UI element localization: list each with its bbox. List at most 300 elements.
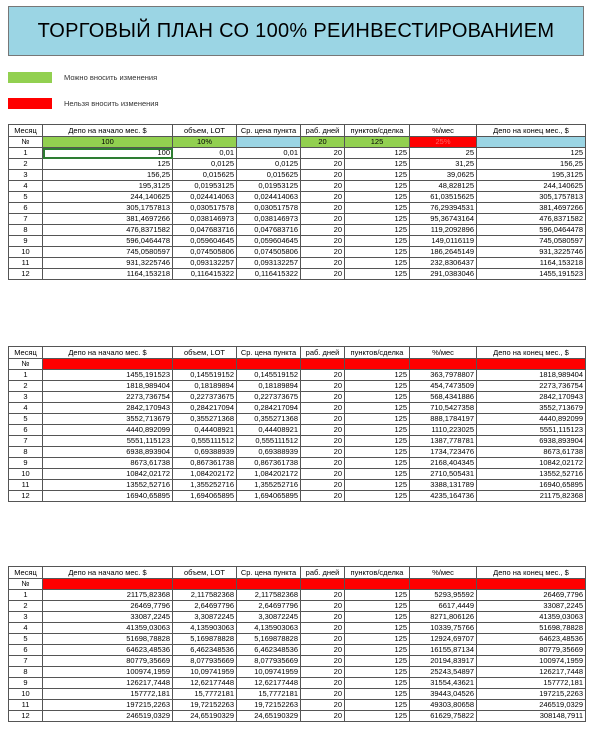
value-cell[interactable]: 125 xyxy=(345,645,410,656)
month-cell[interactable]: 1 xyxy=(9,370,43,381)
value-cell[interactable]: 125 xyxy=(345,181,410,192)
value-cell[interactable]: 0,01 xyxy=(173,148,237,159)
month-cell[interactable]: 11 xyxy=(9,258,43,269)
value-cell[interactable]: 0,18189894 xyxy=(173,381,237,392)
value-cell[interactable]: 31,25 xyxy=(410,159,477,170)
value-cell[interactable]: 454,7473509 xyxy=(410,381,477,392)
month-cell[interactable]: 5 xyxy=(9,192,43,203)
value-cell[interactable]: 0,69388939 xyxy=(173,447,237,458)
value-cell[interactable]: 0,038146973 xyxy=(237,214,301,225)
value-cell[interactable]: 2842,170943 xyxy=(43,403,173,414)
value-cell[interactable]: 20 xyxy=(301,645,345,656)
value-cell[interactable]: 20 xyxy=(301,678,345,689)
value-cell[interactable]: 6938,893904 xyxy=(43,447,173,458)
value-cell[interactable]: 5551,115123 xyxy=(43,436,173,447)
value-cell[interactable]: 0,038146973 xyxy=(173,214,237,225)
value-cell[interactable]: 5551,115123 xyxy=(477,425,586,436)
value-cell[interactable]: 20 xyxy=(301,623,345,634)
month-cell[interactable]: 3 xyxy=(9,170,43,181)
value-cell[interactable]: 0,015625 xyxy=(237,170,301,181)
value-cell[interactable]: 0,074505806 xyxy=(173,247,237,258)
value-cell[interactable]: 125 xyxy=(345,403,410,414)
value-cell[interactable]: 244,140625 xyxy=(477,181,586,192)
value-cell[interactable]: 0,093132257 xyxy=(237,258,301,269)
value-cell[interactable]: 8271,806126 xyxy=(410,612,477,623)
value-cell[interactable]: 2710,505431 xyxy=(410,469,477,480)
value-cell[interactable]: 20 xyxy=(301,159,345,170)
month-cell[interactable]: 5 xyxy=(9,634,43,645)
value-cell[interactable]: 20 xyxy=(301,436,345,447)
value-cell[interactable]: 20 xyxy=(301,225,345,236)
month-cell[interactable]: 3 xyxy=(9,392,43,403)
value-cell[interactable]: 20 xyxy=(301,170,345,181)
value-cell[interactable]: 20 xyxy=(301,381,345,392)
value-cell[interactable]: 1164,153218 xyxy=(477,258,586,269)
value-cell[interactable]: 0,01 xyxy=(237,148,301,159)
value-cell[interactable]: 0,015625 xyxy=(173,170,237,181)
value-cell[interactable]: 61629,75822 xyxy=(410,711,477,722)
value-cell[interactable]: 0,047683716 xyxy=(237,225,301,236)
value-cell[interactable]: 0,867361738 xyxy=(173,458,237,469)
month-cell[interactable]: 12 xyxy=(9,491,43,502)
value-cell[interactable]: 20 xyxy=(301,480,345,491)
value-cell[interactable]: 157772,181 xyxy=(43,689,173,700)
value-cell[interactable]: 4,135903063 xyxy=(173,623,237,634)
value-cell[interactable]: 745,0580597 xyxy=(43,247,173,258)
month-cell[interactable]: 11 xyxy=(9,700,43,711)
value-cell[interactable]: 19,72152263 xyxy=(237,700,301,711)
value-cell[interactable]: 0,145519152 xyxy=(237,370,301,381)
value-cell[interactable]: 1,355252716 xyxy=(173,480,237,491)
value-cell[interactable]: 20 xyxy=(301,192,345,203)
value-cell[interactable]: 0,355271368 xyxy=(173,414,237,425)
value-cell[interactable]: 596,0464478 xyxy=(477,225,586,236)
value-cell[interactable]: 20 xyxy=(301,601,345,612)
value-cell[interactable]: 21175,82368 xyxy=(43,590,173,601)
value-cell[interactable]: 568,4341886 xyxy=(410,392,477,403)
month-cell[interactable]: 3 xyxy=(9,612,43,623)
value-cell[interactable]: 0,284217094 xyxy=(173,403,237,414)
value-cell[interactable]: 39,0625 xyxy=(410,170,477,181)
value-cell[interactable]: 125 xyxy=(345,381,410,392)
table-row xyxy=(9,425,586,436)
value-cell[interactable]: 20 xyxy=(301,711,345,722)
value-cell[interactable]: 197215,2263 xyxy=(43,700,173,711)
value-cell[interactable]: 125 xyxy=(345,656,410,667)
value-cell[interactable]: 41359,03063 xyxy=(43,623,173,634)
value-cell[interactable]: 2,64697796 xyxy=(173,601,237,612)
value-cell[interactable]: 10842,02172 xyxy=(43,469,173,480)
param-cell xyxy=(345,359,410,370)
value-cell[interactable]: 48,828125 xyxy=(410,181,477,192)
value-cell[interactable]: 125 xyxy=(345,480,410,491)
value-cell[interactable]: 24,65190329 xyxy=(237,711,301,722)
value-cell[interactable]: 305,1757813 xyxy=(43,203,173,214)
value-cell[interactable]: 20 xyxy=(301,469,345,480)
month-cell[interactable]: 2 xyxy=(9,159,43,170)
value-cell[interactable]: 931,3225746 xyxy=(43,258,173,269)
value-cell[interactable]: 15,7772181 xyxy=(173,689,237,700)
value-cell[interactable]: 2,117582368 xyxy=(173,590,237,601)
value-cell[interactable]: 80779,35669 xyxy=(43,656,173,667)
value-cell[interactable]: 20 xyxy=(301,203,345,214)
value-cell[interactable]: 476,8371582 xyxy=(43,225,173,236)
value-cell[interactable]: 125 xyxy=(345,236,410,247)
value-cell[interactable]: 125 xyxy=(345,203,410,214)
value-cell[interactable]: 20 xyxy=(301,148,345,159)
value-cell[interactable]: 1387,778781 xyxy=(410,436,477,447)
value-cell[interactable]: 20 xyxy=(301,258,345,269)
value-cell[interactable]: 0,867361738 xyxy=(237,458,301,469)
value-cell[interactable]: 16940,65895 xyxy=(477,480,586,491)
month-cell[interactable]: 9 xyxy=(9,236,43,247)
month-cell[interactable]: 6 xyxy=(9,645,43,656)
value-cell[interactable]: 5,169878828 xyxy=(237,634,301,645)
value-cell[interactable]: 125 xyxy=(345,225,410,236)
value-cell[interactable]: 126217,7448 xyxy=(43,678,173,689)
value-cell[interactable]: 125 xyxy=(345,392,410,403)
value-cell[interactable]: 308148,7911 xyxy=(477,711,586,722)
value-cell[interactable]: 125 xyxy=(345,247,410,258)
value-cell[interactable]: 0,69388939 xyxy=(237,447,301,458)
month-cell[interactable]: 10 xyxy=(9,247,43,258)
value-cell[interactable]: 20 xyxy=(301,447,345,458)
value-cell[interactable]: 149,0116119 xyxy=(410,236,477,247)
value-cell[interactable]: 41359,03063 xyxy=(477,612,586,623)
value-cell[interactable]: 1455,191523 xyxy=(43,370,173,381)
value-cell[interactable]: 381,4697266 xyxy=(477,203,586,214)
value-cell[interactable]: 0,227373675 xyxy=(237,392,301,403)
value-cell[interactable]: 6617,4449 xyxy=(410,601,477,612)
value-cell[interactable]: 16940,65895 xyxy=(43,491,173,502)
value-cell[interactable]: 244,140625 xyxy=(43,192,173,203)
value-cell[interactable]: 12,62177448 xyxy=(237,678,301,689)
value-cell[interactable]: 0,116415322 xyxy=(173,269,237,280)
value-cell[interactable]: 3552,713679 xyxy=(43,414,173,425)
value-cell[interactable]: 0,01953125 xyxy=(237,181,301,192)
value-cell[interactable]: 5,169878828 xyxy=(173,634,237,645)
value-cell[interactable]: 125 xyxy=(345,590,410,601)
value-cell[interactable]: 1,694065895 xyxy=(237,491,301,502)
value-cell[interactable]: 291,0383046 xyxy=(410,269,477,280)
month-cell[interactable]: 2 xyxy=(9,601,43,612)
legend-locked xyxy=(8,98,159,109)
value-cell[interactable]: 125 xyxy=(345,214,410,225)
table-row xyxy=(9,370,586,381)
value-cell[interactable]: 20 xyxy=(301,667,345,678)
value-cell[interactable]: 125 xyxy=(345,192,410,203)
value-cell[interactable]: 13552,52716 xyxy=(477,469,586,480)
month-cell[interactable]: 9 xyxy=(9,678,43,689)
month-cell[interactable]: 9 xyxy=(9,458,43,469)
value-cell[interactable]: 20 xyxy=(301,236,345,247)
value-cell[interactable]: 8,077935669 xyxy=(237,656,301,667)
month-cell[interactable]: 4 xyxy=(9,403,43,414)
value-cell[interactable]: 125 xyxy=(345,436,410,447)
value-cell[interactable]: 95,36743164 xyxy=(410,214,477,225)
value-cell[interactable]: 2842,170943 xyxy=(477,392,586,403)
value-cell[interactable]: 20 xyxy=(301,458,345,469)
value-cell[interactable]: 3388,131789 xyxy=(410,480,477,491)
value-cell[interactable]: 125 xyxy=(345,414,410,425)
value-cell[interactable]: 0,074505806 xyxy=(237,247,301,258)
value-cell[interactable]: 0,024414063 xyxy=(237,192,301,203)
value-cell[interactable]: 931,3225746 xyxy=(477,247,586,258)
value-cell[interactable]: 31554,43621 xyxy=(410,678,477,689)
value-cell[interactable]: 745,0580597 xyxy=(477,236,586,247)
value-cell[interactable]: 4440,892099 xyxy=(43,425,173,436)
value-cell[interactable]: 125 xyxy=(345,170,410,181)
value-cell[interactable]: 1,355252716 xyxy=(237,480,301,491)
value-cell[interactable]: 125 xyxy=(345,425,410,436)
value-cell[interactable]: 3,30872245 xyxy=(237,612,301,623)
value-cell[interactable]: 363,7978807 xyxy=(410,370,477,381)
value-cell[interactable]: 125 xyxy=(43,159,173,170)
value-cell[interactable]: 8,077935669 xyxy=(173,656,237,667)
month-cell[interactable]: 2 xyxy=(9,381,43,392)
value-cell[interactable]: 20 xyxy=(301,403,345,414)
value-cell[interactable]: 381,4697266 xyxy=(43,214,173,225)
param-cell xyxy=(237,579,301,590)
value-cell[interactable]: 51698,78828 xyxy=(477,623,586,634)
value-cell[interactable]: 197215,2263 xyxy=(477,689,586,700)
month-cell[interactable]: 7 xyxy=(9,656,43,667)
value-cell[interactable]: 2273,736754 xyxy=(477,381,586,392)
month-cell[interactable]: 5 xyxy=(9,414,43,425)
value-cell[interactable]: 4235,164736 xyxy=(410,491,477,502)
value-cell[interactable]: 20 xyxy=(301,634,345,645)
value-cell[interactable]: 19,72152263 xyxy=(173,700,237,711)
value-cell[interactable]: 0,059604645 xyxy=(237,236,301,247)
value-cell[interactable]: 0,355271368 xyxy=(237,414,301,425)
value-cell[interactable]: 2,64697796 xyxy=(237,601,301,612)
month-cell[interactable]: 10 xyxy=(9,469,43,480)
table-row xyxy=(9,148,586,159)
value-cell[interactable]: 100 xyxy=(43,148,173,159)
value-cell[interactable]: 596,0464478 xyxy=(43,236,173,247)
value-cell[interactable]: 20 xyxy=(301,590,345,601)
value-cell[interactable]: 0,18189894 xyxy=(237,381,301,392)
value-cell[interactable]: 20 xyxy=(301,392,345,403)
value-cell[interactable]: 125 xyxy=(345,269,410,280)
value-cell[interactable]: 0,284217094 xyxy=(237,403,301,414)
value-cell[interactable]: 0,030517578 xyxy=(237,203,301,214)
value-cell[interactable]: 26469,7796 xyxy=(477,590,586,601)
value-cell[interactable]: 195,3125 xyxy=(43,181,173,192)
value-cell[interactable]: 0,44408921 xyxy=(173,425,237,436)
month-cell[interactable]: 8 xyxy=(9,667,43,678)
month-cell[interactable]: 4 xyxy=(9,181,43,192)
value-cell[interactable]: 12,62177448 xyxy=(173,678,237,689)
value-cell[interactable]: 20 xyxy=(301,214,345,225)
value-cell[interactable]: 6938,893904 xyxy=(477,436,586,447)
value-cell[interactable]: 125 xyxy=(477,148,586,159)
value-cell[interactable]: 76,29394531 xyxy=(410,203,477,214)
month-cell[interactable]: 7 xyxy=(9,214,43,225)
value-cell[interactable]: 25 xyxy=(410,148,477,159)
value-cell[interactable]: 8673,61738 xyxy=(43,458,173,469)
value-cell[interactable]: 0,024414063 xyxy=(173,192,237,203)
value-cell[interactable]: 0,01953125 xyxy=(173,181,237,192)
value-cell[interactable]: 125 xyxy=(345,148,410,159)
value-cell[interactable]: 125 xyxy=(345,458,410,469)
value-cell[interactable]: 20 xyxy=(301,491,345,502)
param-cell[interactable]: 10% xyxy=(173,137,237,148)
value-cell[interactable]: 125 xyxy=(345,612,410,623)
value-cell[interactable]: 1,694065895 xyxy=(173,491,237,502)
value-cell[interactable]: 195,3125 xyxy=(477,170,586,181)
value-cell[interactable]: 21175,82368 xyxy=(477,491,586,502)
table-row xyxy=(9,601,586,612)
value-cell[interactable]: 156,25 xyxy=(43,170,173,181)
value-cell[interactable]: 33087,2245 xyxy=(477,601,586,612)
value-cell[interactable]: 20 xyxy=(301,414,345,425)
month-cell[interactable]: 8 xyxy=(9,447,43,458)
value-cell[interactable]: 33087,2245 xyxy=(43,612,173,623)
value-cell[interactable]: 39443,04526 xyxy=(410,689,477,700)
value-cell[interactable]: 125 xyxy=(345,601,410,612)
month-cell[interactable]: 1 xyxy=(9,590,43,601)
value-cell[interactable]: 20 xyxy=(301,247,345,258)
value-cell[interactable]: 1818,989404 xyxy=(477,370,586,381)
value-cell[interactable]: 0,227373675 xyxy=(173,392,237,403)
value-cell[interactable]: 100974,1959 xyxy=(43,667,173,678)
value-cell[interactable]: 305,1757813 xyxy=(477,192,586,203)
value-cell[interactable]: 125 xyxy=(345,623,410,634)
value-cell[interactable]: 64623,48536 xyxy=(477,634,586,645)
param-cell[interactable]: 125 xyxy=(345,137,410,148)
value-cell[interactable]: 5293,95592 xyxy=(410,590,477,601)
value-cell[interactable]: 13552,52716 xyxy=(43,480,173,491)
value-cell[interactable]: 186,2645149 xyxy=(410,247,477,258)
value-cell[interactable]: 8673,61738 xyxy=(477,447,586,458)
value-cell[interactable]: 232,8306437 xyxy=(410,258,477,269)
value-cell[interactable]: 10,09741959 xyxy=(237,667,301,678)
value-cell[interactable]: 20 xyxy=(301,269,345,280)
value-cell[interactable]: 1734,723476 xyxy=(410,447,477,458)
value-cell[interactable]: 119,2092896 xyxy=(410,225,477,236)
value-cell[interactable]: 6,462348536 xyxy=(237,645,301,656)
month-cell[interactable]: 7 xyxy=(9,436,43,447)
value-cell[interactable]: 0,555111512 xyxy=(173,436,237,447)
month-cell[interactable]: 12 xyxy=(9,711,43,722)
value-cell[interactable]: 0,0125 xyxy=(237,159,301,170)
value-cell[interactable]: 1164,153218 xyxy=(43,269,173,280)
value-cell[interactable]: 2168,404345 xyxy=(410,458,477,469)
value-cell[interactable]: 125 xyxy=(345,447,410,458)
value-cell[interactable]: 246519,0329 xyxy=(43,711,173,722)
value-cell[interactable]: 1,084202172 xyxy=(237,469,301,480)
value-cell[interactable]: 1818,989404 xyxy=(43,381,173,392)
month-cell[interactable]: 1 xyxy=(9,148,43,159)
value-cell[interactable]: 125 xyxy=(345,258,410,269)
month-cell[interactable]: 10 xyxy=(9,689,43,700)
value-cell[interactable]: 125 xyxy=(345,711,410,722)
month-cell[interactable]: 12 xyxy=(9,269,43,280)
value-cell[interactable]: 49303,80658 xyxy=(410,700,477,711)
month-cell[interactable]: 4 xyxy=(9,623,43,634)
value-cell[interactable]: 20 xyxy=(301,181,345,192)
value-cell[interactable]: 64623,48536 xyxy=(43,645,173,656)
value-cell[interactable]: 0,059604645 xyxy=(173,236,237,247)
value-cell[interactable]: 125 xyxy=(345,667,410,678)
value-cell[interactable]: 157772,181 xyxy=(477,678,586,689)
value-cell[interactable]: 4,135903063 xyxy=(237,623,301,634)
value-cell[interactable]: 2,117582368 xyxy=(237,590,301,601)
value-cell[interactable]: 20 xyxy=(301,612,345,623)
value-cell[interactable]: 710,5427358 xyxy=(410,403,477,414)
value-cell[interactable]: 25243,54897 xyxy=(410,667,477,678)
month-cell[interactable]: 6 xyxy=(9,203,43,214)
value-cell[interactable]: 126217,7448 xyxy=(477,667,586,678)
value-cell[interactable]: 51698,78828 xyxy=(43,634,173,645)
month-cell[interactable]: 8 xyxy=(9,225,43,236)
value-cell[interactable]: 80779,35669 xyxy=(477,645,586,656)
value-cell[interactable]: 100974,1959 xyxy=(477,656,586,667)
value-cell[interactable]: 3,30872245 xyxy=(173,612,237,623)
value-cell[interactable]: 61,03515625 xyxy=(410,192,477,203)
value-cell[interactable]: 20 xyxy=(301,425,345,436)
table-row xyxy=(9,159,586,170)
value-cell[interactable]: 125 xyxy=(345,634,410,645)
value-cell[interactable]: 1455,191523 xyxy=(477,269,586,280)
value-cell[interactable]: 476,8371582 xyxy=(477,214,586,225)
value-cell[interactable]: 888,1784197 xyxy=(410,414,477,425)
value-cell[interactable]: 0,145519152 xyxy=(173,370,237,381)
value-cell[interactable]: 6,462348536 xyxy=(173,645,237,656)
value-cell[interactable]: 156,25 xyxy=(477,159,586,170)
value-cell[interactable]: 125 xyxy=(345,370,410,381)
value-cell[interactable]: 16155,87134 xyxy=(410,645,477,656)
value-cell[interactable]: 4440,892099 xyxy=(477,414,586,425)
value-cell[interactable]: 1,084202172 xyxy=(173,469,237,480)
value-cell[interactable]: 246519,0329 xyxy=(477,700,586,711)
value-cell[interactable]: 20 xyxy=(301,370,345,381)
value-cell[interactable]: 20 xyxy=(301,656,345,667)
value-cell[interactable]: 0,0125 xyxy=(173,159,237,170)
value-cell[interactable]: 0,093132257 xyxy=(173,258,237,269)
value-cell[interactable]: 125 xyxy=(345,469,410,480)
value-cell[interactable]: 20 xyxy=(301,689,345,700)
month-cell[interactable]: 11 xyxy=(9,480,43,491)
value-cell[interactable]: 0,44408921 xyxy=(237,425,301,436)
value-cell[interactable]: 0,047683716 xyxy=(173,225,237,236)
value-cell[interactable]: 125 xyxy=(345,678,410,689)
value-cell[interactable]: 20194,83917 xyxy=(410,656,477,667)
value-cell[interactable]: 20 xyxy=(301,700,345,711)
value-cell[interactable]: 125 xyxy=(345,700,410,711)
value-cell[interactable]: 125 xyxy=(345,159,410,170)
value-cell[interactable]: 10339,75766 xyxy=(410,623,477,634)
value-cell[interactable]: 10,09741959 xyxy=(173,667,237,678)
value-cell[interactable]: 2273,736754 xyxy=(43,392,173,403)
value-cell[interactable]: 0,030517578 xyxy=(173,203,237,214)
value-cell[interactable]: 12924,69707 xyxy=(410,634,477,645)
value-cell[interactable]: 26469,7796 xyxy=(43,601,173,612)
value-cell[interactable]: 1110,223025 xyxy=(410,425,477,436)
value-cell[interactable]: 125 xyxy=(345,491,410,502)
value-cell[interactable]: 3552,713679 xyxy=(477,403,586,414)
month-cell[interactable]: 6 xyxy=(9,425,43,436)
value-cell[interactable]: 24,65190329 xyxy=(173,711,237,722)
value-cell[interactable]: 0,116415322 xyxy=(237,269,301,280)
param-cell[interactable]: 20 xyxy=(301,137,345,148)
param-cell[interactable]: 100 xyxy=(43,137,173,148)
value-cell[interactable]: 15,7772181 xyxy=(237,689,301,700)
value-cell[interactable]: 0,555111512 xyxy=(237,436,301,447)
value-cell[interactable]: 10842,02172 xyxy=(477,458,586,469)
value-cell[interactable]: 125 xyxy=(345,689,410,700)
